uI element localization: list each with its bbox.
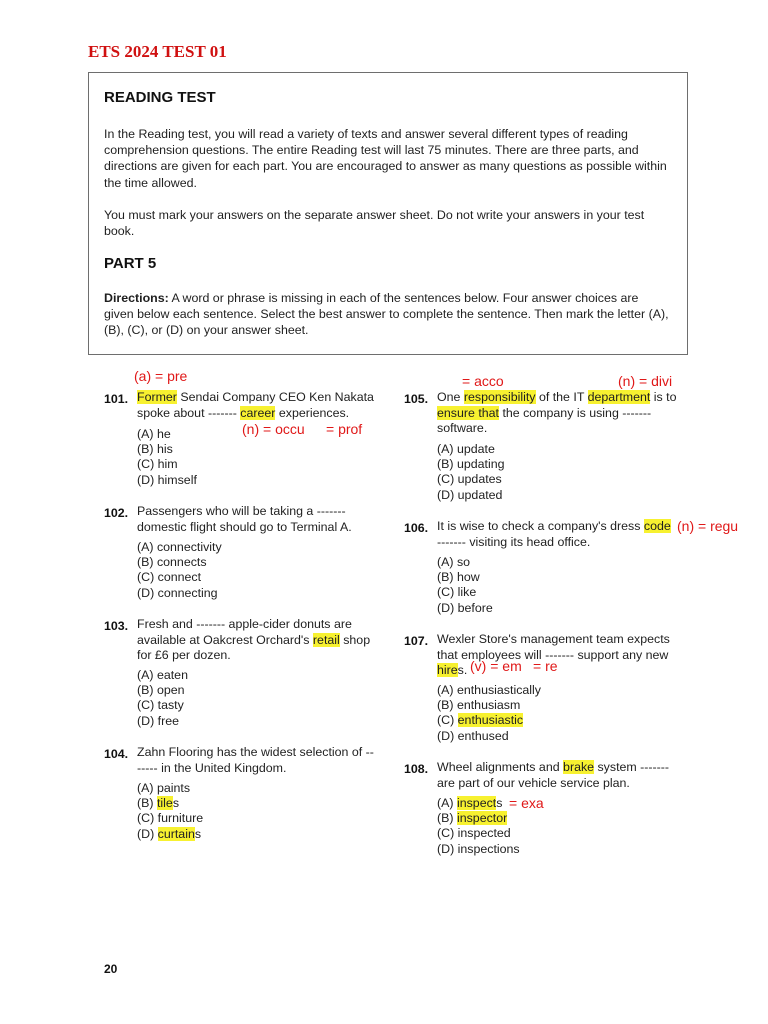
question-text: Wheel alignments and brake system ------- are part of our vehicle service plan. xyxy=(437,760,670,790)
option-a[interactable]: (A) eaten xyxy=(137,668,188,682)
annotation-note: (a) = pre xyxy=(134,368,188,384)
answer-options xyxy=(437,683,541,744)
highlighted-word: code xyxy=(643,519,671,533)
option-a[interactable]: (A) connectivity xyxy=(137,540,222,554)
answer-options xyxy=(137,668,188,729)
question-number: 106. xyxy=(404,521,429,535)
option-b[interactable]: (B) how xyxy=(437,570,480,585)
question-number: 108. xyxy=(404,762,429,776)
document-title: ETS 2024 TEST 01 xyxy=(88,42,227,61)
highlighted-word: career xyxy=(240,405,276,420)
option-d[interactable]: (D) enthused xyxy=(437,728,509,743)
highlighted-word: Former xyxy=(137,390,177,404)
highlighted-word: enthusiastic xyxy=(457,713,524,728)
question-text: Wexler Store's management team expects that employees will ------- support any new hires. xyxy=(437,632,670,678)
option-c[interactable]: (C) updates xyxy=(437,472,502,487)
option-a[interactable]: (A) he xyxy=(137,427,171,441)
highlighted-word: hire xyxy=(437,663,458,678)
answer-options xyxy=(437,796,520,857)
highlighted-word: responsibility xyxy=(463,390,536,404)
option-b[interactable]: (B) updating xyxy=(437,457,505,472)
option-b[interactable]: (B) enthusiasm xyxy=(437,698,521,713)
highlighted-word: department xyxy=(587,390,651,404)
option-b[interactable]: (B) his xyxy=(137,442,173,457)
highlighted-word: curtain xyxy=(157,826,195,841)
option-d[interactable]: (D) inspections xyxy=(437,841,520,856)
highlighted-word: inspector xyxy=(456,811,508,826)
highlighted-word: ensure that xyxy=(437,405,499,420)
option-b[interactable]: (B) connects xyxy=(137,555,207,570)
annotation-note: = acco xyxy=(462,373,504,389)
option-a[interactable]: (A) paints xyxy=(137,781,191,795)
instructions-box xyxy=(88,72,688,355)
option-d[interactable]: (D) himself xyxy=(137,472,197,487)
question-number: 103. xyxy=(104,619,129,633)
option-d[interactable]: (D) free xyxy=(137,713,179,728)
annotation-note: = re xyxy=(533,658,558,674)
highlighted-word: brake xyxy=(563,760,595,774)
question-text: It is wise to check a company's dress code ------- visiting its head office. xyxy=(437,519,671,549)
answer-options xyxy=(137,427,197,488)
question-text: Fresh and ------- apple-cider donuts are available at Oakcrest Orchard's retail shop for £6 per dozen. xyxy=(137,617,371,663)
part-heading: PART 5 xyxy=(104,255,157,272)
question-number: 102. xyxy=(104,506,129,520)
annotation-note: (n) = occu xyxy=(242,421,305,437)
answer-options xyxy=(437,555,493,616)
question-text: Former Sendai Company CEO Ken Nakata spoke about ------- career experiences. xyxy=(137,390,374,420)
option-c[interactable]: (C) connect xyxy=(137,570,202,585)
annotation-note: = prof xyxy=(326,421,363,437)
directions-paragraph xyxy=(104,290,669,339)
option-b[interactable]: (B) inspector xyxy=(437,811,508,826)
question-text: Zahn Flooring has the widest selection of ------- in the United Kingdom. xyxy=(137,745,374,775)
option-c[interactable]: (C) like xyxy=(437,585,477,600)
question-text: One responsibility of the IT department is to ensure that the company is using ------- software. xyxy=(437,390,677,436)
highlighted-word: retail xyxy=(312,632,340,647)
option-a[interactable]: (A) update xyxy=(437,442,495,456)
reading-test-heading: READING TEST xyxy=(104,89,216,106)
question-number: 104. xyxy=(104,747,129,761)
option-c[interactable]: (C) inspected xyxy=(437,826,511,841)
answer-options xyxy=(437,442,505,503)
annotation-note: (n) = divi xyxy=(618,373,673,389)
intro-paragraph: In the Reading test, you will read a variety of texts and answer several different types of reading comprehension questions. The entire Reading test will last 75 minutes. There are three parts, and directions are given for each part. You are encouraged to answer as many questions as possible within the time allowed. xyxy=(104,127,667,190)
question-number: 101. xyxy=(104,392,129,406)
option-d[interactable]: (D) updated xyxy=(437,487,503,502)
question-number: 105. xyxy=(404,392,429,406)
annotation-note: (v) = em xyxy=(470,658,522,674)
highlighted-word: tile xyxy=(156,796,173,811)
answer-options xyxy=(137,781,203,842)
page-number: 20 xyxy=(104,962,118,976)
option-d[interactable]: (D) connecting xyxy=(137,585,218,600)
highlighted-word: inspect xyxy=(456,796,497,810)
option-a[interactable]: (A) enthusiastically xyxy=(437,683,541,697)
option-d[interactable]: (D) before xyxy=(437,600,493,615)
option-b[interactable]: (B) open xyxy=(137,683,185,698)
directions-label: Directions: xyxy=(104,291,169,305)
answer-sheet-paragraph: You must mark your answers on the separate answer sheet. Do not write your answers in your test book. xyxy=(104,208,645,239)
annotation-note: = exa xyxy=(509,795,544,811)
option-d[interactable]: (D) curtains xyxy=(137,826,202,841)
directions-text: A word or phrase is missing in each of the sentences below. Four answer choices are given below each sentence. Select the best answer to complete the sentence. Then mark the letter (A), (B), (C), or (D) on your answer sheet. xyxy=(104,291,669,338)
option-b[interactable]: (B) tiles xyxy=(137,796,180,811)
option-c[interactable]: (C) furniture xyxy=(137,811,204,826)
answer-options xyxy=(137,540,222,601)
question-text: Passengers who will be taking a ------- domestic flight should go to Terminal A. xyxy=(137,504,352,534)
option-a[interactable]: (A) inspects xyxy=(437,796,503,810)
option-a[interactable]: (A) so xyxy=(437,555,471,569)
option-c[interactable]: (C) enthusiastic xyxy=(437,713,524,728)
option-c[interactable]: (C) tasty xyxy=(137,698,184,713)
annotation-note: (n) = regu xyxy=(677,518,739,534)
question-number: 107. xyxy=(404,634,429,648)
option-c[interactable]: (C) him xyxy=(137,457,178,472)
